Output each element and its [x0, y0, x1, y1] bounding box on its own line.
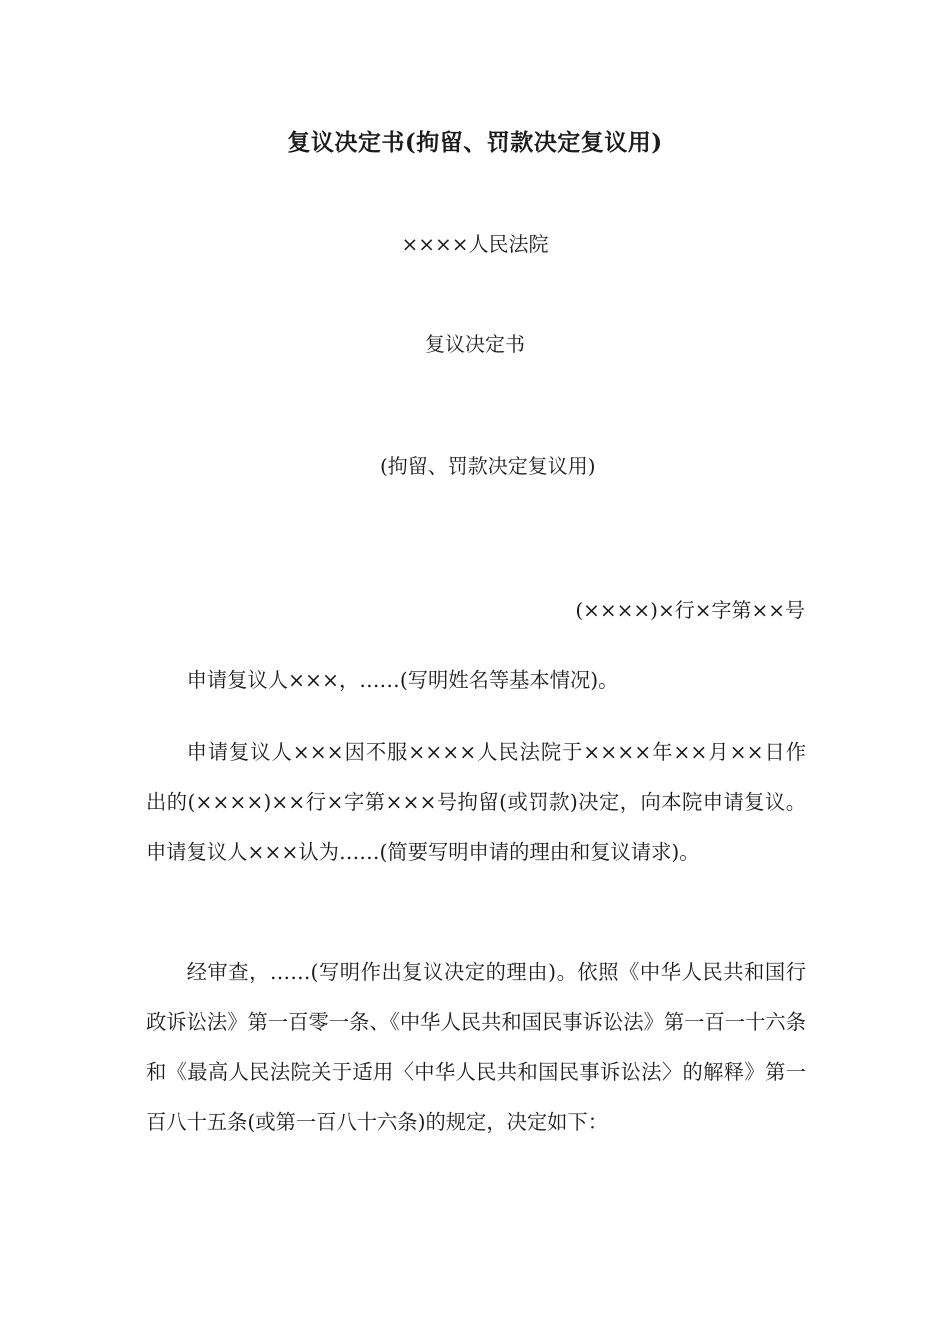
paragraph-request: 申请复议人×××因不服××××人民法院于××××年××月××日作出的(××××)××行×字第×××号拘留(或罚款)决定，向本院申请复议。申请复议人×××认为……(简要写明申请的理由和复议请求)。 — [146, 740, 806, 864]
paragraph-applicant: 申请复议人×××，……(写明姓名等基本情况)。 — [186, 668, 619, 692]
court-name: ××××人民法院 — [401, 232, 549, 256]
case-number: (××××)×行×字第××号 — [575, 598, 805, 622]
document-subtype: (拘留、罚款决定复议用) — [380, 454, 596, 478]
paragraph-review: 经审查，……(写明作出复议决定的理由)。依照《中华人民共和国行政诉讼法》第一百零一条、《中华人民共和国民事诉讼法》第一百一十六条和《最高人民法院关于适用〈中华人民共和国民事诉讼法〉的解释》第一百八十五条(或第一百八十六条)的规定，决定如下： — [146, 960, 806, 1134]
document-title: 复议决定书(拘留、罚款决定复议用) — [287, 129, 663, 156]
document-type: 复议决定书 — [425, 332, 525, 356]
